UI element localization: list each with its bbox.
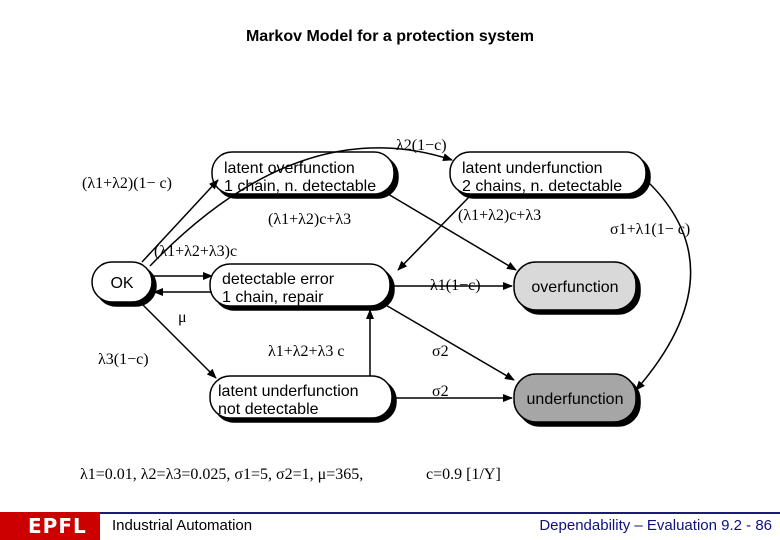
node-latent-underfunction-2chains-line1: latent underfunction — [462, 160, 603, 177]
node-latent-overfunction-line2: 1 chain, n. detectable — [224, 178, 377, 195]
label-l12c-l3-right: (λ1+λ2)c+λ3 — [458, 207, 542, 224]
edge-latent-over-to-overfunction — [388, 194, 516, 270]
epfl-logo-text: EPFL — [28, 514, 87, 538]
node-latent-underfunction-2chains — [450, 152, 646, 195]
node-detectable-error-line2: 1 chain, repair — [222, 289, 324, 306]
node-latent-underfunction-2chains-line2: 2 chains, n. detectable — [462, 178, 623, 195]
label-l12-1mc: (λ1+λ2)(1− c) — [82, 175, 172, 192]
label-s1-l1: σ1+λ1(1− c) — [610, 221, 691, 238]
footer-divider — [0, 512, 780, 514]
node-latent-overfunction-line1: latent overfunction — [224, 160, 355, 177]
node-detectable-error — [210, 264, 390, 306]
label-l2-1mc: λ2(1−c) — [396, 137, 447, 154]
node-latent-underfunction-not-detectable — [210, 376, 392, 418]
node-latent-overfunction — [212, 152, 394, 195]
node-ok-label: OK — [110, 275, 134, 292]
footer-slide-ref: Dependability – Evaluation 9.2 - 86 — [539, 517, 772, 534]
parameters: λ1=0.01, λ2=λ3=0.025, σ1=5, σ2=1, μ=365, — [80, 466, 364, 483]
node-ok — [92, 262, 152, 302]
label-l12c-l3-left: (λ1+λ2)c+λ3 — [268, 211, 352, 228]
node-detectable-error-line1: detectable error — [222, 271, 335, 288]
label-s2-a: σ2 — [432, 343, 449, 360]
node-latent-underfunction-nd-line1: latent underfunction — [218, 383, 359, 400]
node-overfunction — [514, 262, 636, 310]
label-l1-1mc: λ1(1−c) — [430, 277, 481, 294]
label-s2-b: σ2 — [432, 383, 449, 400]
label-l123c: (λ1+λ2+λ3)c — [154, 243, 238, 260]
node-underfunction — [514, 374, 636, 422]
node-underfunction-label: underfunction — [526, 391, 624, 408]
page-title: Markov Model for a protection system — [245, 28, 535, 45]
edge-latent-under2-to-underfunction — [636, 180, 691, 390]
node-latent-underfunction-nd-line2: not detectable — [218, 401, 319, 418]
footer-course: Industrial Automation — [112, 517, 253, 534]
parameters-c: c=0.9 [1/Y] — [426, 466, 501, 483]
epfl-logo — [0, 512, 100, 540]
edge-detectable-to-underfunction — [384, 304, 514, 380]
label-l123c-up: λ1+λ2+λ3 c — [268, 343, 345, 360]
label-l3-1mc: λ3(1−c) — [98, 351, 149, 368]
node-overfunction-label: overfunction — [531, 279, 619, 296]
label-mu: μ — [178, 309, 187, 326]
